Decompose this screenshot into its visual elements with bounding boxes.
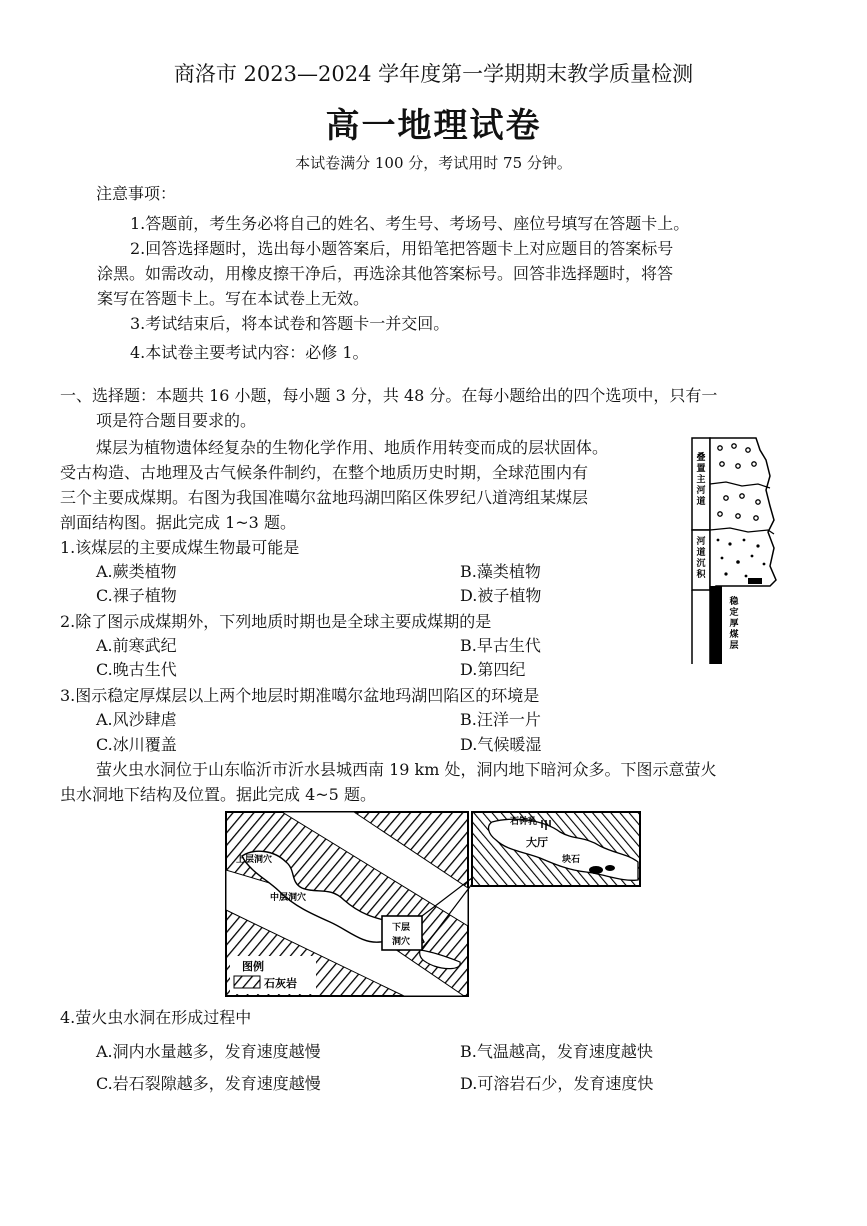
q3-option-a: A.风沙肆虐 [96, 710, 177, 729]
q4-option-c: C.岩石裂隙越多，发育速度越慢 [96, 1074, 321, 1093]
rock-block [589, 866, 603, 874]
q1-option-b: B.藻类植物 [460, 562, 541, 581]
q2-option-b: B.早古生代 [460, 636, 541, 655]
legend-title: 图例 [242, 960, 264, 973]
q4-option-d: D.可溶岩石少，发育速度快 [460, 1074, 654, 1093]
rock-block [605, 865, 615, 871]
section-heading: 一、选择题：本题共 16 小题，每小题 3 分，共 48 分。在每小题给出的四个选项中，只有一 [60, 386, 718, 405]
label-lower-cave-1: 下层 [392, 923, 411, 933]
q3-option-c: C.冰川覆盖 [96, 735, 177, 754]
section-heading-cont: 项是符合题目要求的。 [96, 411, 257, 430]
exam-title: 商洛市 2023—2024 学年度第一学期期末教学质量检测 [173, 62, 694, 86]
legend-limestone-swatch [234, 976, 260, 988]
label-lower-cave-2: 洞穴 [392, 937, 411, 947]
q4-option-a: A.洞内水量越多，发育速度越慢 [96, 1042, 321, 1061]
q3-option-b: B.汪洋一片 [460, 710, 541, 729]
note-item: 1.答题前，考生务必将自己的姓名、考生号、考场号、座位号填写在答题卡上。 [130, 214, 690, 233]
coal-seam-profile-figure [686, 436, 782, 666]
q4-option-b: B.气温越高，发育速度越快 [460, 1042, 653, 1061]
q1-option-d: D.被子植物 [460, 586, 542, 605]
notes-heading: 注意事项： [96, 184, 177, 203]
coal-label-channel-deposit: 河道沉积 [696, 537, 706, 580]
label-hall: 大厅 [526, 836, 548, 849]
note-item: 4.本试卷主要考试内容：必修 1。 [130, 343, 369, 362]
question-2-stem: 2.除了图示成煤期外，下列地质时期也是全球主要成煤期的是 [60, 612, 492, 631]
q2-option-c: C.晚古生代 [96, 660, 177, 679]
legend-limestone-label: 石灰岩 [264, 977, 297, 990]
q1-option-c: C.裸子植物 [96, 586, 177, 605]
coal-lens [748, 578, 762, 584]
exam-subtitle: 本试卷满分 100 分，考试用时 75 分钟。 [295, 154, 572, 172]
label-stalactite: 石钟乳 [510, 817, 538, 827]
note-item: 案写在答题卡上。写在本试卷上无效。 [97, 289, 370, 308]
label-rock: 块石 [562, 855, 581, 865]
q3-option-d: D.气候暖湿 [460, 735, 542, 754]
question-1-stem: 1.该煤层的主要成煤生物最可能是 [60, 538, 300, 557]
sediment-column [710, 438, 776, 590]
coal-seam [710, 586, 722, 664]
q1-option-a: A.蕨类植物 [96, 562, 177, 581]
passage-line: 虫水洞地下结构及位置。据此完成 4~5 题。 [60, 785, 376, 804]
passage-line: 煤层为植物遗体经复杂的生物化学作用、地质作用转变而成的层状固体。 [96, 438, 609, 457]
coal-label-stacked-channel: 叠置主河道 [696, 453, 706, 507]
passage-line: 剖面结构图。据此完成 1~3 题。 [60, 513, 296, 532]
note-item: 2.回答选择题时，选出每小题答案后，用铅笔把答题卡上对应题目的答案标号 [130, 239, 674, 258]
label-upper-cave: 上层洞穴 [236, 855, 273, 865]
q2-option-d: D.第四纪 [460, 660, 526, 679]
paper-title: 高一地理试卷 [325, 106, 542, 146]
note-item: 3.考试结束后，将本试卷和答题卡一并交回。 [130, 314, 450, 333]
question-3-stem: 3.图示稳定厚煤层以上两个地层时期准噶尔盆地玛湖凹陷区的环境是 [60, 686, 540, 705]
passage-line: 受古构造、古地理及古气候条件制约，在整个地质历史时期，全球范围内有 [60, 463, 589, 482]
label-middle-cave: 中层洞穴 [270, 893, 307, 903]
question-4-stem: 4.萤火虫水洞在形成过程中 [60, 1008, 252, 1027]
passage-line: 萤火虫水洞位于山东临沂市沂水县城西南 19 km 处，洞内地下暗河众多。下图示意萤火 [96, 760, 717, 779]
passage-line: 三个主要成煤期。右图为我国准噶尔盆地玛湖凹陷区侏罗纪八道湾组某煤层 [60, 488, 589, 507]
q2-option-a: A.前寒武纪 [96, 636, 177, 655]
cave-structure-figure [224, 810, 644, 1000]
coal-label-thick-seam: 稳定厚煤层 [729, 597, 739, 651]
note-item: 涂黑。如需改动，用橡皮擦干净后，再选涂其他答案标号。回答非选择题时，将答 [97, 264, 674, 283]
